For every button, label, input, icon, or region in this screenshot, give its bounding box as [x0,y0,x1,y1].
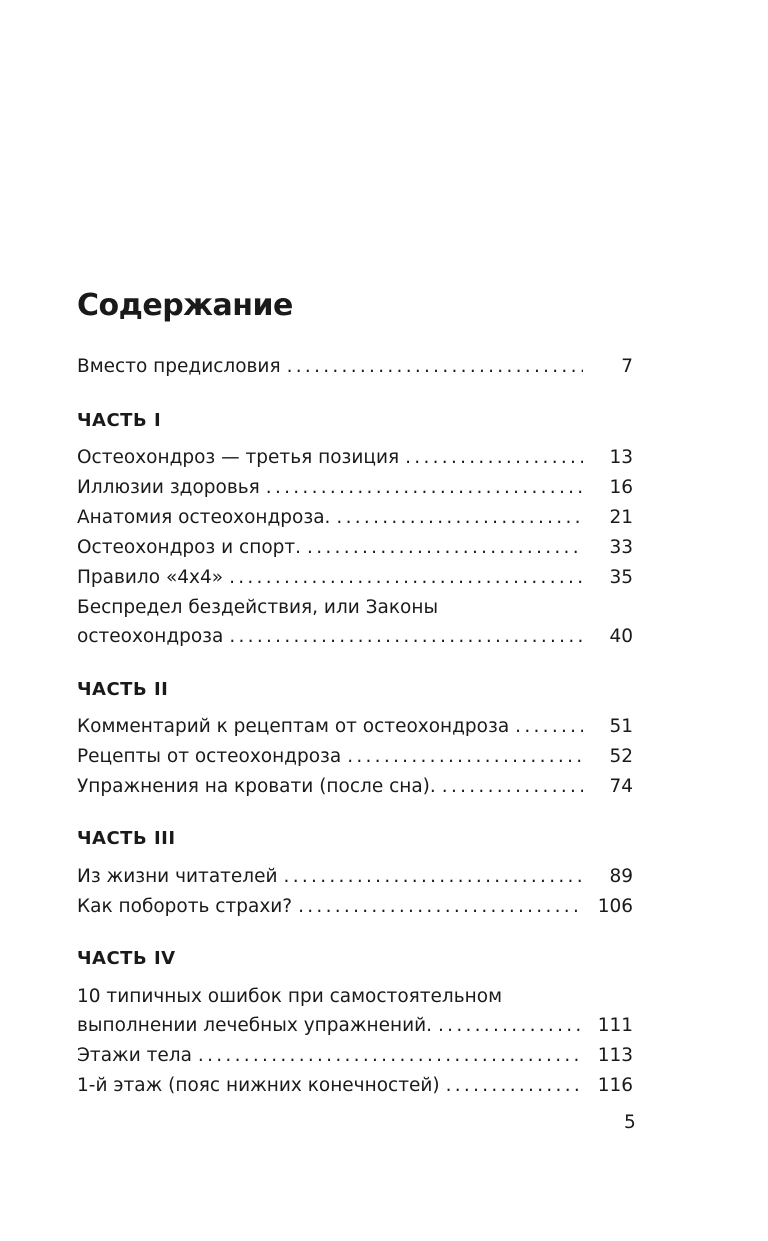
toc-entry-page: 116 [597,1075,633,1096]
toc-entry-label: Рецепты от остеохондроза [77,746,342,767]
toc-entry[interactable] [77,534,633,562]
toc-part-heading: ЧАСТЬ III [77,828,176,849]
toc-entry-label: выполнении лечебных упражнений. [77,1015,432,1036]
toc-part-heading: ЧАСТЬ I [77,410,162,431]
toc-entry-page: 113 [597,1045,633,1066]
toc-entry[interactable] [77,444,633,472]
toc-entry-label: Правило «4х4» [77,567,224,588]
toc-entry-page: 111 [597,1015,633,1036]
toc-leader-dots [229,623,583,651]
toc-entry[interactable] [77,863,633,891]
toc-entry-label: 1-й этаж (пояс нижних конечностей) [77,1075,440,1096]
toc-entry-label: остеохондроза [77,626,224,647]
toc-leader-dots [336,504,583,532]
toc-leader-dots [515,713,583,741]
toc-entry[interactable] [77,623,633,651]
toc-entry[interactable] [77,1012,633,1040]
toc-entry-page: 33 [609,537,633,558]
toc-entry-page: 16 [609,477,633,498]
toc-entry-page: 89 [609,866,633,887]
toc-entry-label: Как побороть страхи? [77,896,293,917]
toc-leader-dots [287,353,583,381]
toc-part-heading: ЧАСТЬ II [77,679,169,700]
toc-entry[interactable] [77,773,633,801]
toc-entry-page: 21 [609,507,633,528]
toc-entry-preface[interactable] [77,353,633,381]
page-title: Содержание [77,288,293,323]
toc-entry-label: Остеохондроз и спорт. [77,537,302,558]
toc-entry-page: 52 [609,746,633,767]
toc-leader-dots [229,564,583,592]
toc-entry-label: Из жизни читателей [77,866,278,887]
toc-entry[interactable] [77,713,633,741]
toc-entry-label: Остеохондроз — третья позиция [77,447,400,468]
toc-leader-dots [284,863,583,891]
toc-part-heading: ЧАСТЬ IV [77,948,176,969]
toc-entry-page: 74 [609,776,633,797]
toc-entry-label: Анатомия остеохондроза. [77,507,331,528]
toc-leader-dots [307,534,583,562]
page-number: 5 [624,1112,636,1133]
toc-entry-page: 35 [609,567,633,588]
toc-leader-dots [198,1042,583,1070]
toc-entry-label: Этажи тела [77,1045,192,1066]
toc-leader-dots [405,444,583,472]
toc-entry-page: 7 [621,356,633,377]
toc-leader-dots [347,743,583,771]
toc-entry-label: Вместо предисловия [77,356,281,377]
toc-entry[interactable] [77,743,633,771]
toc-entry-label: Иллюзии здоровья [77,477,260,498]
toc-entry[interactable] [77,893,633,921]
toc-entry-first-line[interactable]: 10 типичных ошибок при самостоятельном [77,986,503,1007]
toc-entry[interactable] [77,1072,633,1100]
toc-entry-label: Упражнения на кровати (после сна). [77,776,436,797]
toc-leader-dots [442,773,583,801]
toc-entry[interactable] [77,504,633,532]
toc-entry-label: Комментарий к рецептам от остеохондроза [77,716,510,737]
toc-entry-page: 13 [609,447,633,468]
toc-leader-dots [438,1012,583,1040]
toc-leader-dots [266,474,583,502]
toc-entry-page: 106 [597,896,633,917]
toc-entry-page: 51 [609,716,633,737]
toc-entry-page: 40 [609,626,633,647]
toc-leader-dots [298,893,583,921]
toc-entry-first-line[interactable]: Беспредел бездействия, или Законы [77,597,439,618]
toc-entry[interactable] [77,1042,633,1070]
toc-leader-dots [446,1072,583,1100]
toc-entry[interactable] [77,564,633,592]
toc-entry[interactable] [77,474,633,502]
